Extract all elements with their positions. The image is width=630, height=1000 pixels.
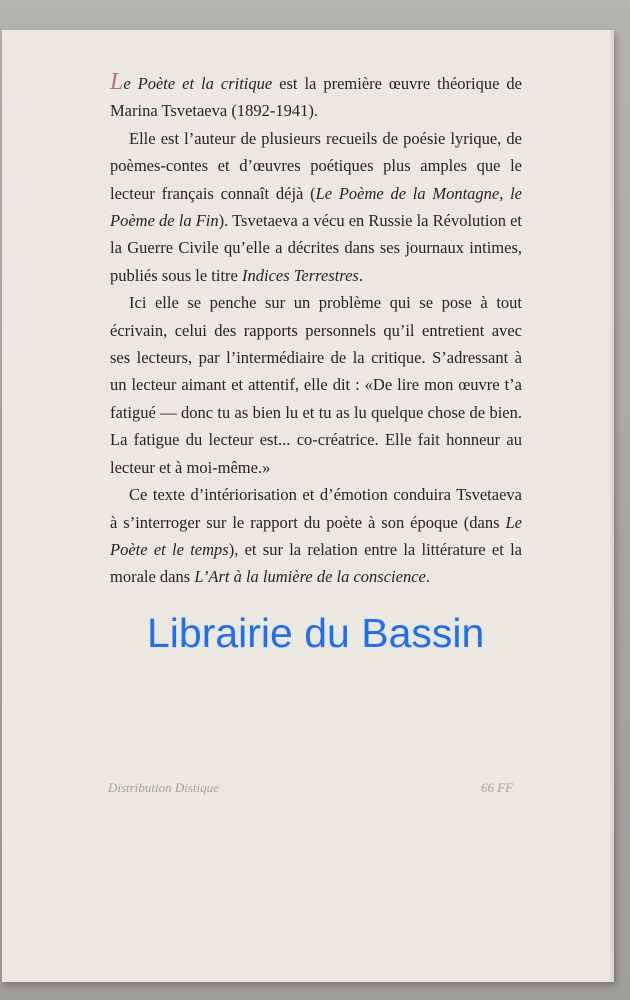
cover-edge: [610, 30, 614, 982]
paragraph-4-text-c: .: [425, 567, 430, 587]
blurb-paragraph-4: [110, 481, 522, 591]
distributor-label: Distribution Distique: [108, 780, 219, 795]
paragraph-4-text-a: Ce texte d’intériorisation et d’émotion conduira Tsvetaeva à s’interroger sur le rapport du poète à son époque (dans: [110, 485, 522, 532]
paragraph-1-text: est la première œuvre théorique de Marina Tsvetaeva (1892-1941).: [110, 74, 522, 121]
work-title-le-poete-et-la-critique: e Poète et la critique: [123, 74, 273, 93]
price-label: 66 FF: [481, 780, 514, 795]
dropcap-letter: L: [110, 69, 124, 95]
paragraph-2-text-c: .: [358, 265, 363, 285]
work-title-l-art: L’Art à la lumière de la conscience: [194, 567, 426, 587]
paragraph-3-text: Ici elle se penche sur un problème qui se pose à tout écrivain, celui des rapports personnels qu’il entretient avec ses lecteurs, par l’intermédiaire de la critique. S’adressant à un lecteur aimant et attentif, elle dit : «De lire mon œuvre t’a fatigué — donc tu as bien lu et tu as lu quelque chose de bien. La fatigue du lecteur est... co-créatrice. Elle fait honneur au lecteur et à moi-même.»: [110, 293, 522, 477]
work-titles-poemes: Le Poème de la Montagne, le Poème de la Fin: [110, 183, 523, 231]
paragraph-2-text-a: Elle est l’auteur de plusieurs recueils de poésie lyrique, de poèmes-contes et d’œuvres poétiques plus amples que le lecteur français connaît déjà (: [110, 128, 522, 203]
work-title-indices-terrestres: Indices Terrestres: [241, 265, 359, 285]
blurb-paragraph-1: [110, 70, 522, 125]
paragraph-2-text-b: ). Tsvetaeva a vécu en Russie la Révolution et la Guerre Civile qu’elle a décrites dans ses journaux intimes, publiés sous le titre: [110, 211, 522, 285]
blurb-paragraph-2: [110, 125, 522, 289]
seller-watermark: Librairie du Bassin: [147, 610, 485, 656]
work-title-le-poete-et-le-temps: Le Poète et le temps: [110, 512, 522, 559]
blurb-text: [110, 70, 522, 591]
blurb-paragraph-3: [110, 289, 522, 481]
paragraph-4-text-b: ), et sur la relation entre la littérature et la morale dans: [110, 539, 523, 587]
